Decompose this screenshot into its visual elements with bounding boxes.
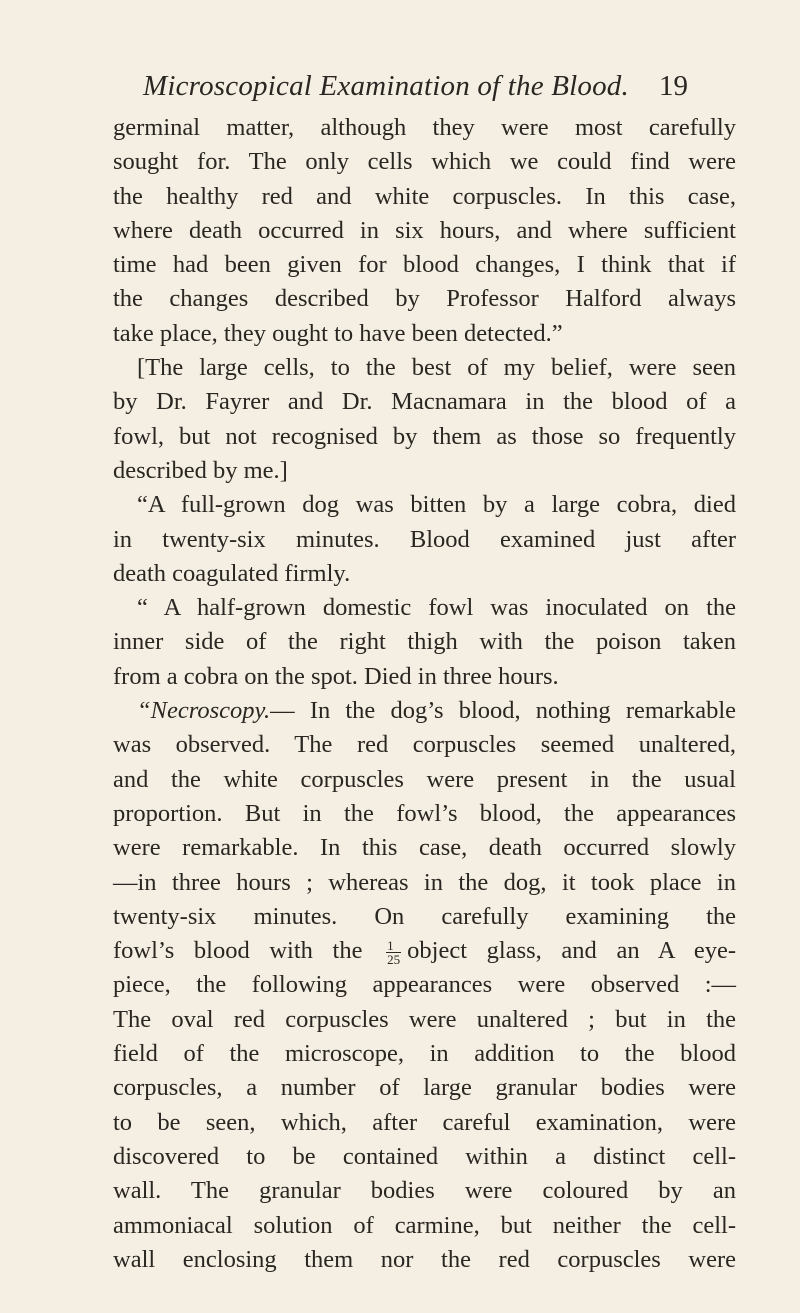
text-line: twenty-six minutes. On carefully examining the — [113, 902, 736, 930]
text-line — [113, 694, 736, 728]
fraction-line-end: object glass, and an A eye- — [407, 937, 737, 965]
text-line: proportion. But in the fowl’s blood, the appearances — [113, 799, 736, 827]
text-line: ammoniacal solution of carmine, but neither the cell- — [113, 1211, 736, 1239]
text-line: wall enclosing them nor the red corpuscles were — [113, 1245, 736, 1273]
necroscopy-text: — In the dog’s blood, nothing remarkable — [270, 697, 736, 725]
text-line: time had been given for blood changes, I think that if — [113, 251, 736, 279]
text-line: to be seen, which, after careful examination, were — [113, 1108, 736, 1136]
text-line: inner side of the right thigh with the poison taken — [113, 628, 736, 656]
text-line: and the white corpuscles were present in the usual — [113, 765, 736, 793]
text-line: from a cobra on the spot. Died in three hours. — [113, 662, 559, 690]
text-line: piece, the following appearances were observed :— — [113, 971, 736, 999]
text-line: “ A half-grown domestic fowl was inoculated on the — [137, 594, 736, 622]
text-line: “A full-grown dog was bitten by a large cobra, died — [137, 491, 736, 519]
text-line: where death occurred in six hours, and where sufficient — [113, 216, 736, 244]
text-line: described by me.] — [113, 456, 288, 484]
text-line: —in three hours ; whereas in the dog, it took place in — [113, 868, 736, 896]
text-line: the healthy red and white corpuscles. In this case, — [113, 182, 736, 210]
necroscopy-label: “Necroscopy. — [137, 697, 271, 725]
running-head — [143, 66, 688, 106]
fraction-line-start: fowl’s blood with the — [113, 937, 363, 965]
text-line: death coagulated firmly. — [113, 559, 351, 587]
text-line: [The large cells, to the best of my belief, were seen — [137, 354, 736, 382]
text-line: The oval red corpuscles were unaltered ; but in the — [113, 1005, 736, 1033]
text-line: germinal matter, although they were most carefully — [113, 114, 736, 141]
text-line: sought for. The only cells which we could find were — [113, 148, 736, 176]
text-line: field of the microscope, in addition to the blood — [113, 1040, 736, 1068]
text-line — [113, 934, 736, 968]
text-line: were remarkable. In this case, death occurred slowly — [113, 834, 736, 862]
page-number: 19 — [659, 70, 688, 102]
fraction-denominator: 25 — [387, 952, 401, 967]
text-line: by Dr. Fayrer and Dr. Macnamara in the blood of a — [113, 388, 736, 416]
text-line: wall. The granular bodies were coloured by an — [113, 1177, 736, 1205]
fraction — [386, 939, 401, 966]
body-text — [113, 111, 736, 1277]
text-line: discovered to be contained within a distinct cell- — [113, 1142, 736, 1170]
fraction-numerator: 1 — [386, 939, 401, 953]
text-line: take place, they ought to have been detected.” — [113, 319, 563, 347]
text-line: was observed. The red corpuscles seemed unaltered, — [113, 731, 736, 759]
text-line: the changes described by Professor Halford always — [113, 285, 736, 313]
text-line: in twenty-six minutes. Blood examined just after — [113, 525, 736, 553]
text-line: fowl, but not recognised by them as those so frequently — [113, 422, 736, 450]
running-title: Microscopical Examination of the Blood. — [143, 70, 629, 102]
text-line: corpuscles, a number of large granular bodies were — [113, 1074, 736, 1102]
